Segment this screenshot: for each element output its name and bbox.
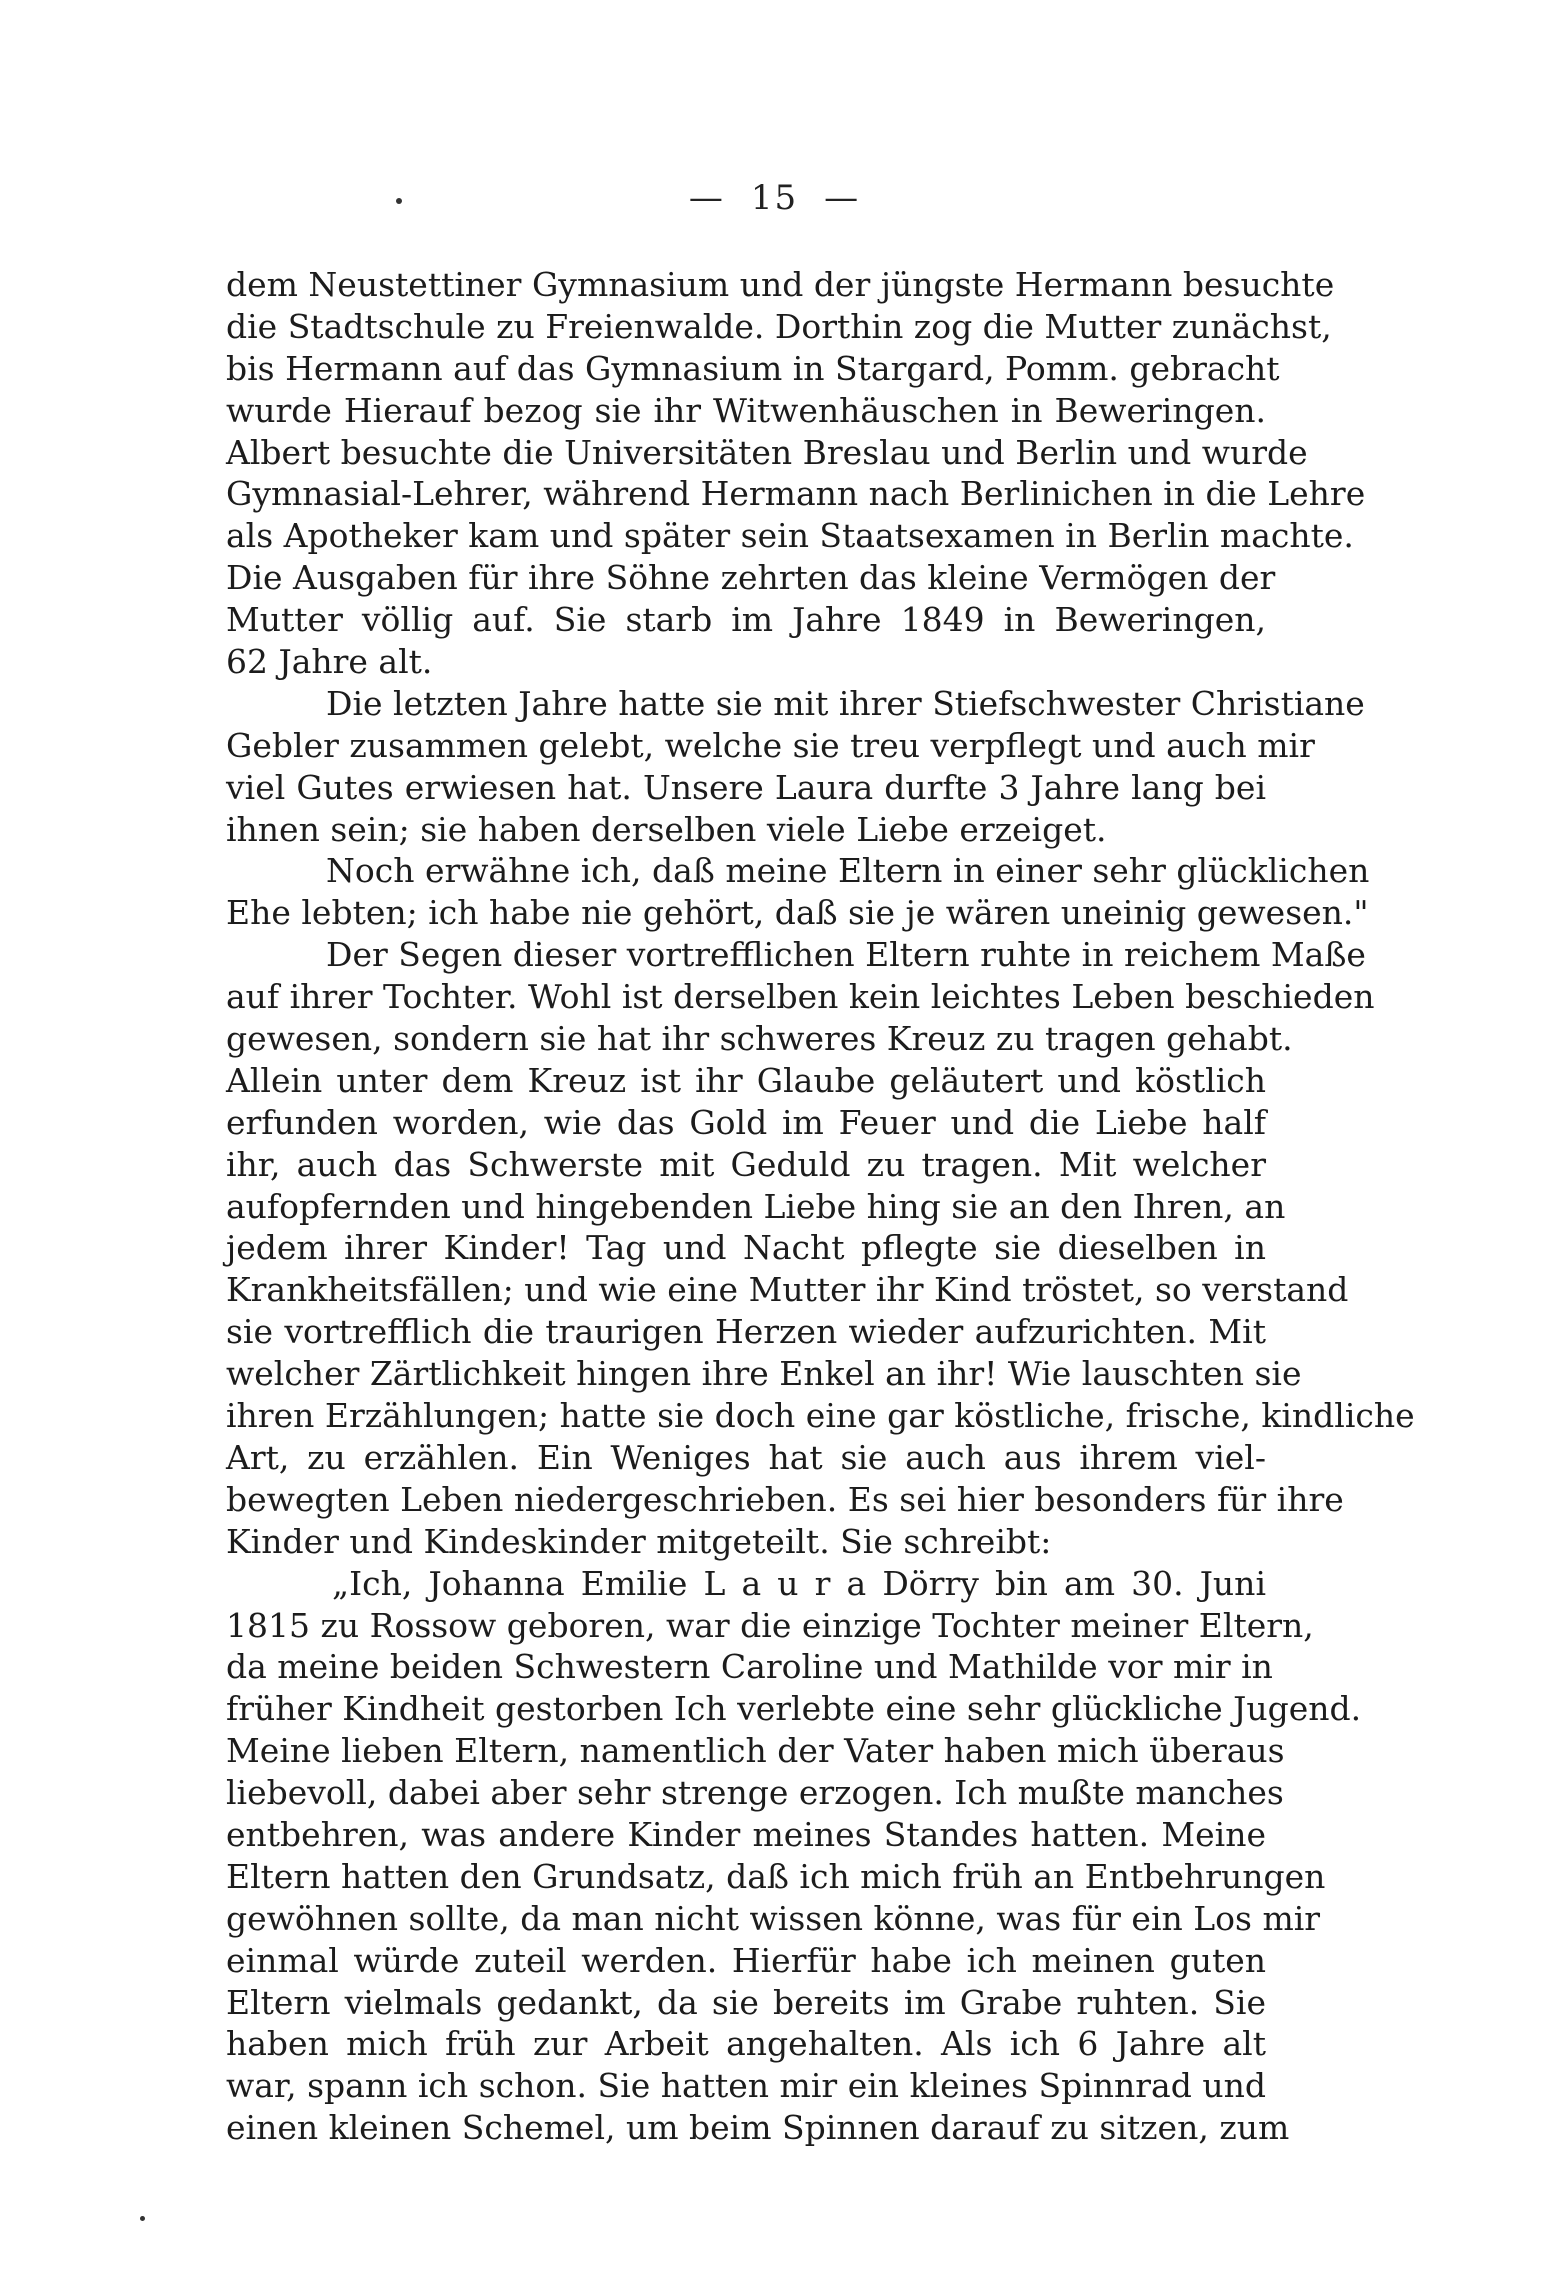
text-line: Gebler zusammen gelebt, welche sie treu verpflegt und auch mir (226, 725, 1315, 765)
text-line: auf ihrer Tochter. Wohl ist derselben kein leichtes Leben beschieden (226, 977, 1375, 1017)
page-number: 15 (750, 178, 799, 218)
text-line: gewesen, sondern sie hat ihr schweres Kreuz zu tragen gehabt. (226, 1019, 1293, 1059)
text-line: dem Neustettiner Gymnasium und der jüngste Hermann besuchte (226, 265, 1335, 304)
text-line: entbehren, was andere Kinder meines Standes hatten. Meine (226, 1814, 1266, 1854)
text-line: ihren Erzählungen; hatte sie doch eine gar köstliche, frische, kindliche (226, 1396, 1415, 1436)
text-line: Gymnasial-Lehrer, während Hermann nach Berlinichen in die Lehre (226, 474, 1366, 514)
text-line: Die letzten Jahre hatte sie mit ihrer Stiefschwester Christiane (326, 683, 1365, 723)
page-number-header (0, 178, 1549, 218)
text-line: Kinder und Kindeskinder mitgeteilt. Sie schreibt: (226, 1521, 1052, 1561)
text-line: Ehe lebten; ich habe nie gehört, daß sie je wären uneinig gewesen." (226, 893, 1369, 933)
text-line: die Stadtschule zu Freienwalde. Dorthin zog die Mutter zunächst, (226, 306, 1332, 346)
text-line: Mutter völlig auf. Sie starb im Jahre 1849 in Beweringen, (226, 600, 1266, 640)
text-line: erfunden worden, wie das Gold im Feuer und die Liebe half (226, 1102, 1266, 1142)
dash-right: — (824, 178, 861, 218)
body-text (226, 264, 1415, 2149)
text-line: Der Segen dieser vortrefflichen Eltern ruhte in reichem Maße (326, 935, 1366, 975)
text-line: war, spann ich schon. Sie hatten mir ein kleines Spinnrad und (226, 2066, 1266, 2106)
text-line: liebevoll, dabei aber sehr strenge erzogen. Ich mußte manches (226, 1773, 1284, 1813)
dash-left: — (688, 178, 725, 218)
text-line: bewegten Leben niedergeschrieben. Es sei hier besonders für ihre (226, 1479, 1344, 1519)
text-line: da meine beiden Schwestern Caroline und Mathilde vor mir in (226, 1647, 1273, 1687)
text-line: aufopfernden und hingebenden Liebe hing sie an den Ihren, an (226, 1186, 1286, 1226)
ink-speck (140, 2216, 145, 2221)
text-line: haben mich früh zur Arbeit angehalten. Als ich 6 Jahre alt (226, 2024, 1266, 2064)
text-line: Meine lieben Eltern, namentlich der Vater haben mich überaus (226, 1731, 1285, 1771)
text-line: Krankheitsfällen; und wie eine Mutter ihr Kind tröstet, so verstand (226, 1270, 1349, 1310)
text-line: einmal würde zuteil werden. Hierfür habe ich meinen guten (226, 1940, 1266, 1980)
text-line: Eltern vielmals gedankt, da sie bereits im Grabe ruhten. Sie (226, 1982, 1266, 2022)
text-line: gewöhnen sollte, da man nicht wissen könne, was für ein Los mir (226, 1898, 1321, 1938)
text-line: Die Ausgaben für ihre Söhne zehrten das kleine Vermögen der (226, 558, 1276, 598)
text-line: 62 Jahre alt. (226, 642, 433, 682)
text-line: Noch erwähne ich, daß meine Eltern in einer sehr glücklichen (326, 851, 1370, 891)
text-line: früher Kindheit gestorben Ich verlebte eine sehr glückliche Jugend. (226, 1689, 1362, 1729)
text-line: 1815 zu Rossow geboren, war die einzige Tochter meiner Eltern, (226, 1605, 1314, 1645)
text-line: „Ich, Johanna Emilie L a u r a Dörry bin am 30. Juni (332, 1563, 1266, 1603)
text-line: ihnen sein; sie haben derselben viele Liebe erzeiget. (226, 809, 1107, 849)
text-line: Art, zu erzählen. Ein Weniges hat sie auch aus ihrem viel- (226, 1437, 1266, 1477)
text-line: Eltern hatten den Grundsatz, daß ich mich früh an Entbehrungen (226, 1856, 1326, 1896)
text-line: wurde Hierauf bezog sie ihr Witwenhäuschen in Beweringen. (226, 390, 1266, 430)
text-line: Albert besuchte die Universitäten Breslau und Berlin und wurde (226, 432, 1308, 472)
text-line: ihr, auch das Schwerste mit Geduld zu tragen. Mit welcher (226, 1144, 1266, 1184)
text-line: als Apotheker kam und später sein Staatsexamen in Berlin machte. (226, 516, 1354, 556)
text-line: sie vortrefflich die traurigen Herzen wieder aufzurichten. Mit (226, 1312, 1266, 1352)
text-line: jedem ihrer Kinder! Tag und Nacht pflegte sie dieselben in (226, 1228, 1266, 1268)
text-line: einen kleinen Schemel, um beim Spinnen darauf zu sitzen, zum (226, 2108, 1290, 2148)
text-line: viel Gutes erwiesen hat. Unsere Laura durfte 3 Jahre lang bei (226, 767, 1266, 807)
text-line: Allein unter dem Kreuz ist ihr Glaube geläutert und köstlich (226, 1060, 1266, 1100)
text-line: bis Hermann auf das Gymnasium in Stargard, Pomm. gebracht (226, 348, 1280, 388)
text-line: welcher Zärtlichkeit hingen ihre Enkel an ihr! Wie lauschten sie (226, 1354, 1302, 1394)
